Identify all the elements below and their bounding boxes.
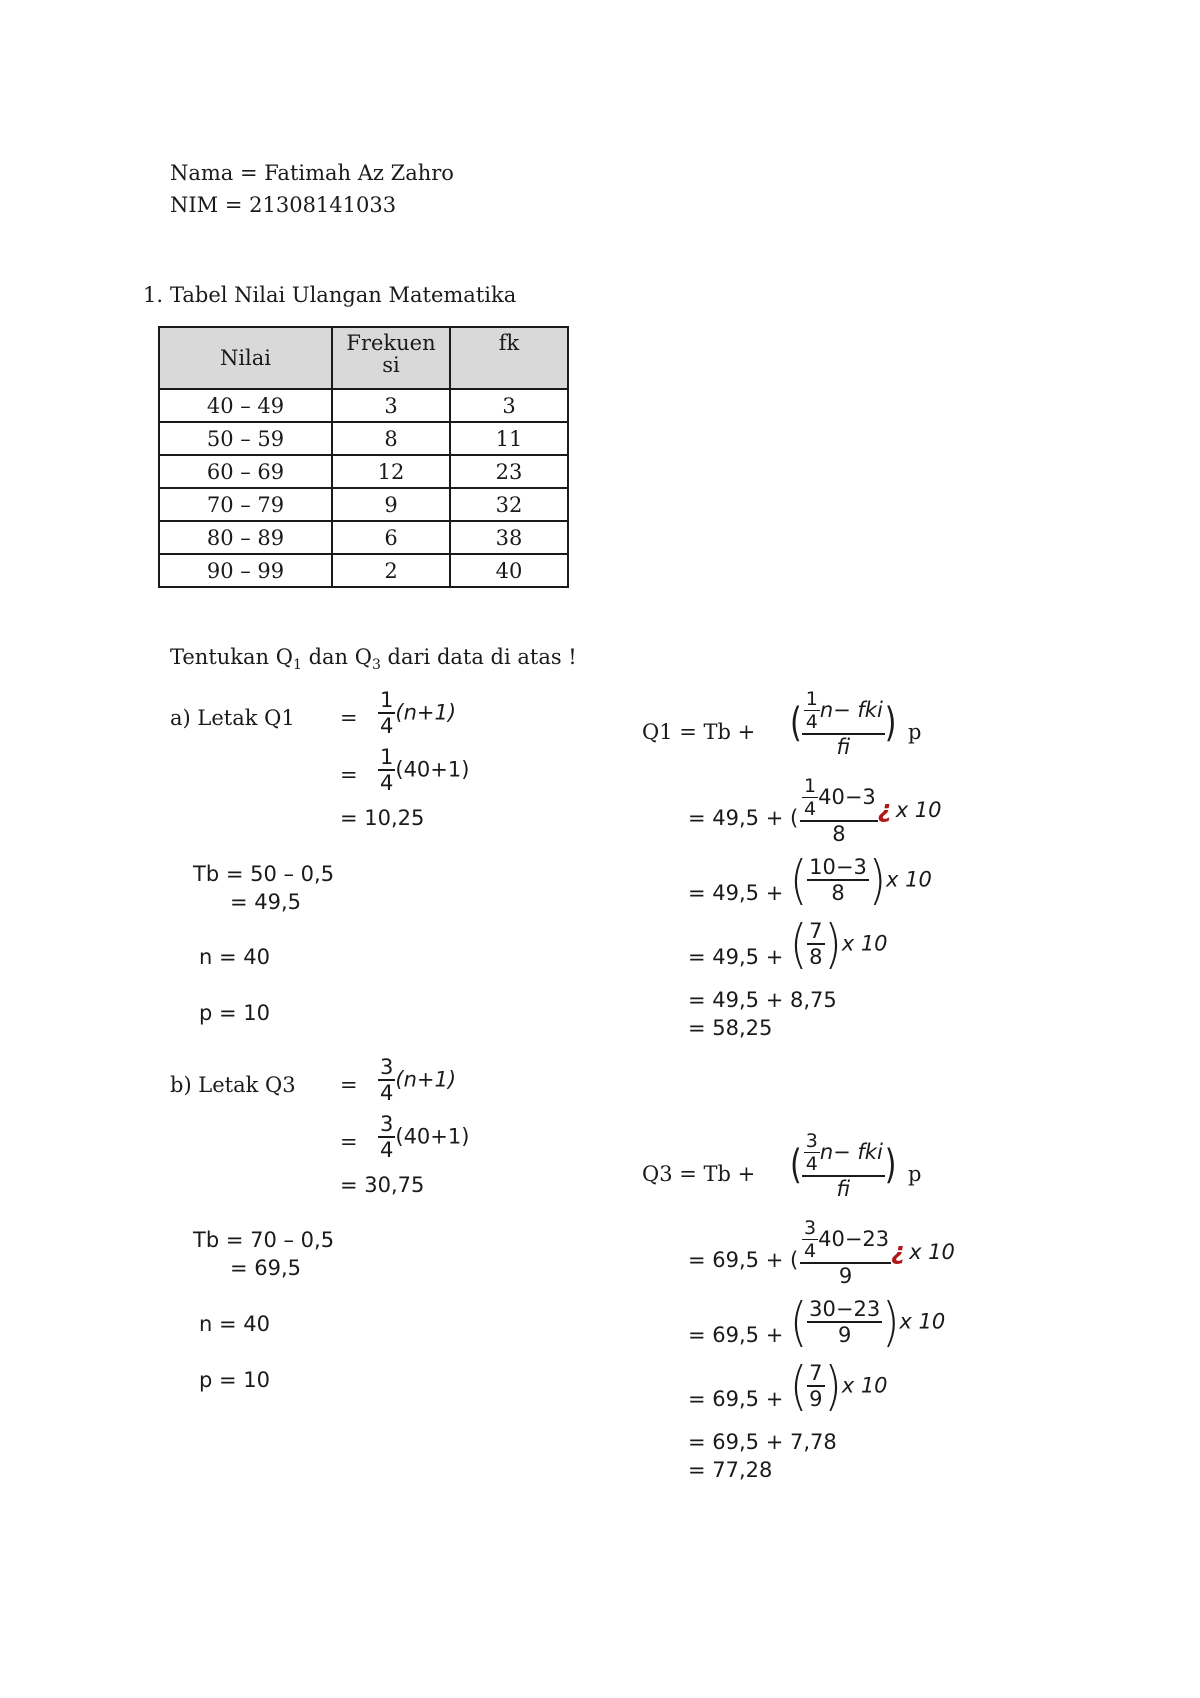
q1-step3-fraction: ( $\frac{7}{8}$ )x 10 bbox=[790, 913, 888, 975]
cell-fk: 32 bbox=[450, 488, 568, 521]
q1-step1-fraction: $\frac{1}{4}$ 40−3 8 ¿ x 10 bbox=[800, 777, 942, 845]
part-b-tb-result: = 69,5 bbox=[230, 1256, 302, 1280]
header-fk: fk bbox=[450, 327, 568, 389]
question-title: Tabel Nilai Ulangan Matematika bbox=[170, 283, 517, 307]
part-a-label: a) Letak Q1 bbox=[170, 706, 295, 730]
q3-step2-fraction: ( $\frac{30-23}{9}$ )x 10 bbox=[790, 1291, 946, 1353]
header-nilai: Nilai bbox=[159, 327, 332, 389]
q3-step3-fraction: ( $\frac{7}{9}$ )x 10 bbox=[790, 1355, 888, 1417]
q1-formula: ( $\frac{1}{4}$ n− fki fi ) bbox=[790, 688, 897, 759]
part-b-p: p = 10 bbox=[199, 1368, 270, 1392]
cell-nilai: 50 – 59 bbox=[159, 422, 332, 455]
q1-result: = 58,25 bbox=[688, 1016, 773, 1040]
header-frekuensi: Frekuensi bbox=[332, 327, 450, 389]
table-header-row bbox=[159, 327, 568, 389]
question-number: 1. bbox=[143, 283, 164, 307]
cell-frekuensi: 9 bbox=[332, 488, 450, 521]
table-row bbox=[159, 488, 568, 521]
part-b-eq1: = bbox=[340, 1073, 358, 1097]
part-b-expr2: $\frac{3}{4}$ (40+1) bbox=[380, 1112, 470, 1162]
table-row bbox=[159, 422, 568, 455]
cell-frekuensi: 2 bbox=[332, 554, 450, 587]
student-nim: NIM = 21308141033 bbox=[170, 193, 397, 217]
q3-lhs: Q3 = Tb + bbox=[642, 1162, 756, 1186]
cell-frekuensi: 3 bbox=[332, 389, 450, 422]
cell-nilai: 80 – 89 bbox=[159, 521, 332, 554]
q3-p: p bbox=[908, 1162, 922, 1186]
cell-frekuensi: 8 bbox=[332, 422, 450, 455]
q1-lhs: Q1 = Tb + bbox=[642, 720, 756, 744]
part-b-label: b) Letak Q3 bbox=[170, 1073, 296, 1097]
table-row bbox=[159, 389, 568, 422]
q3-formula: ( $\frac{3}{4}$ n− fki fi ) bbox=[790, 1130, 897, 1201]
part-b-eq2: = bbox=[340, 1130, 358, 1154]
part-a-n: n = 40 bbox=[199, 945, 270, 969]
part-a-eq1: = bbox=[340, 706, 358, 730]
cell-frekuensi: 6 bbox=[332, 521, 450, 554]
frequency-table bbox=[158, 326, 569, 588]
part-b-n: n = 40 bbox=[199, 1312, 270, 1336]
task-text: Tentukan $Q_1$ dan $Q_3$ dari data di atas ! bbox=[170, 645, 577, 674]
q3-step4: = 69,5 + 7,78 bbox=[688, 1430, 837, 1454]
cell-fk: 23 bbox=[450, 455, 568, 488]
part-a-tb-result: = 49,5 bbox=[230, 890, 302, 914]
cell-fk: 38 bbox=[450, 521, 568, 554]
q3-step2-prefix: = 69,5 + bbox=[688, 1323, 784, 1347]
table-row bbox=[159, 554, 568, 587]
part-a-tb: Tb = 50 – 0,5 bbox=[193, 862, 335, 886]
table-row bbox=[159, 521, 568, 554]
cell-nilai: 60 – 69 bbox=[159, 455, 332, 488]
part-a-expr1: $\frac{1}{4}$ (n+1) bbox=[380, 688, 457, 738]
part-a-result: = 10,25 bbox=[340, 806, 425, 830]
q3-result: = 77,28 bbox=[688, 1458, 773, 1482]
q1-step3-prefix: = 49,5 + bbox=[688, 945, 784, 969]
cell-fk: 3 bbox=[450, 389, 568, 422]
q1-step1-prefix: = 49,5 + ( bbox=[688, 806, 799, 830]
cell-nilai: 90 – 99 bbox=[159, 554, 332, 587]
cell-frekuensi: 12 bbox=[332, 455, 450, 488]
cell-nilai: 40 – 49 bbox=[159, 389, 332, 422]
part-a-expr2: $\frac{1}{4}$ (40+1) bbox=[380, 745, 470, 795]
part-b-tb: Tb = 70 – 0,5 bbox=[193, 1228, 335, 1252]
q1-p: p bbox=[908, 720, 922, 744]
part-a-p: p = 10 bbox=[199, 1001, 270, 1025]
cell-fk: 11 bbox=[450, 422, 568, 455]
cell-nilai: 70 – 79 bbox=[159, 488, 332, 521]
cell-fk: 40 bbox=[450, 554, 568, 587]
student-name: Nama = Fatimah Az Zahro bbox=[170, 161, 454, 185]
table-row bbox=[159, 455, 568, 488]
q1-step2-fraction: ( $\frac{10-3}{8}$ )x 10 bbox=[790, 849, 932, 911]
q3-step1-fraction: $\frac{3}{4}$ 40−23 9 ¿ x 10 bbox=[800, 1219, 955, 1287]
q1-step2-prefix: = 49,5 + bbox=[688, 881, 784, 905]
part-b-result: = 30,75 bbox=[340, 1173, 425, 1197]
q1-step4: = 49,5 + 8,75 bbox=[688, 988, 837, 1012]
part-b-expr1: $\frac{3}{4}$ (n+1) bbox=[380, 1055, 457, 1105]
q3-step3-prefix: = 69,5 + bbox=[688, 1387, 784, 1411]
part-a-eq2: = bbox=[340, 763, 358, 787]
q3-step1-prefix: = 69,5 + ( bbox=[688, 1248, 799, 1272]
